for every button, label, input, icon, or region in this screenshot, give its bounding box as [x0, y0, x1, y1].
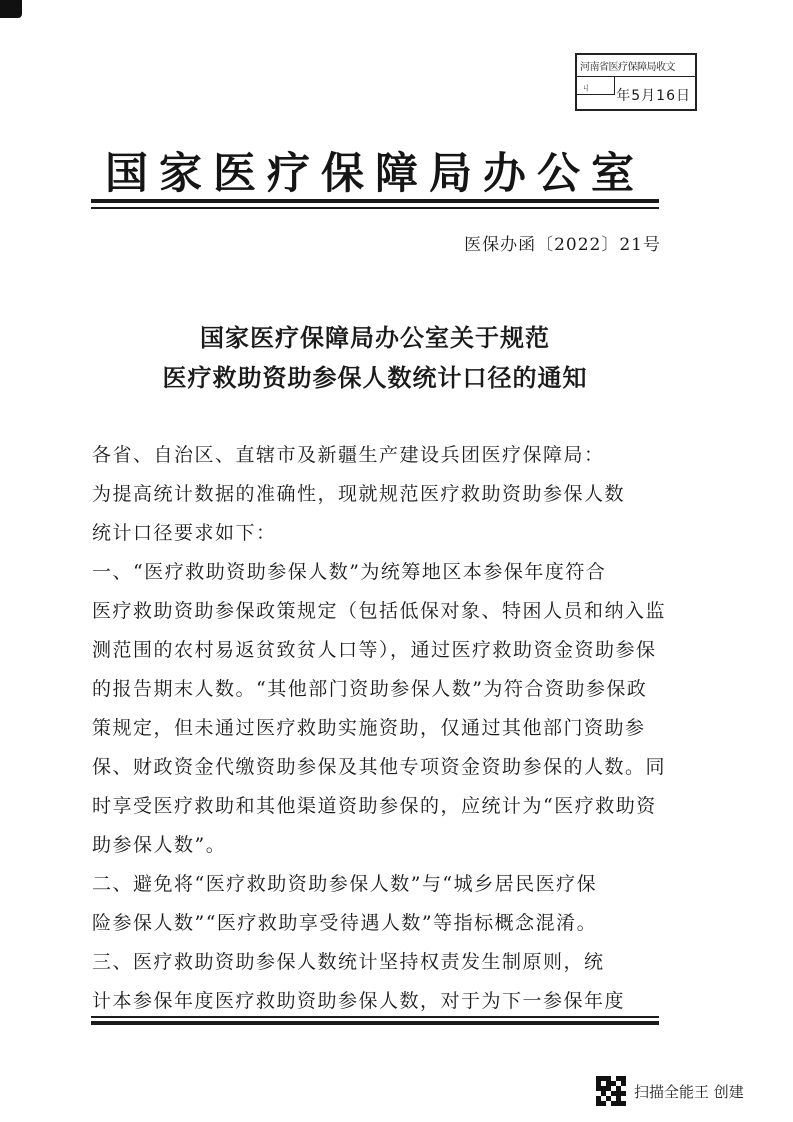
watermark-text: 扫描全能王 创建	[634, 1082, 744, 1101]
body-line: 险参保人数”“医疗救助享受待遇人数”等指标概念混淆。	[92, 912, 598, 934]
scan-corner-shadow	[0, 0, 22, 18]
scanner-watermark	[596, 1075, 744, 1107]
stamp-date: 年5月16日	[616, 88, 691, 104]
body-line: 策规定，但未通过医疗救助实施资助，仅通过其他部门资助参	[92, 717, 646, 739]
footer-rule-thin	[91, 1016, 659, 1018]
document-number: 医保办函〔2022〕21号	[464, 235, 661, 255]
body-line: 各省、自治区、直辖市及新疆生产建设兵团医疗保障局：	[92, 444, 605, 466]
header-rule-thin	[91, 207, 659, 209]
issuer-header: 国家医疗保障局办公室	[105, 149, 645, 199]
body-line: 一、“医疗救助资助参保人数”为统筹地区本参保年度符合	[92, 561, 607, 583]
body-line: 统计口径要求如下：	[92, 522, 277, 544]
body-line: 的报告期末人数。“其他部门资助参保人数”为符合资助参保政	[92, 678, 648, 700]
body-line: 为提高统计数据的准确性，现就规范医疗救助资助参保人数	[92, 483, 626, 505]
footer-rule-thick	[91, 1021, 659, 1025]
body-line: 保、财政资金代缴资助参保及其他专项资金资助参保的人数。同	[92, 756, 667, 778]
stamp-org: 河南省医疗保障局收文	[577, 55, 695, 77]
header-rule-thick	[91, 199, 659, 203]
document-title-line-2: 医疗救助资助参保人数统计口径的通知	[162, 363, 588, 392]
stamp-cell: ㄐ	[577, 77, 615, 95]
body-line: 计本参保年度医疗救助资助参保人数，对于为下一参保年度	[92, 990, 626, 1012]
document-title-line-1: 国家医疗保障局办公室关于规范	[200, 323, 550, 352]
body-line: 医疗救助资助参保政策规定（包括低保对象、特困人员和纳入监	[92, 600, 667, 622]
body-line: 二、避免将“医疗救助资助参保人数”与“城乡居民医疗保	[92, 873, 598, 895]
body-line: 时享受医疗救助和其他渠道资助参保的，应统计为“医疗救助资	[92, 795, 657, 817]
qr-code-icon	[596, 1076, 626, 1106]
body-line: 测范围的农村易返贫致贫人口等），通过医疗救助资金资助参保	[92, 639, 657, 661]
body-line: 助参保人数”。	[92, 834, 227, 856]
body-line: 三、医疗救助资助参保人数统计坚持权责发生制原则，统	[92, 951, 605, 973]
receipt-stamp	[575, 53, 697, 111]
